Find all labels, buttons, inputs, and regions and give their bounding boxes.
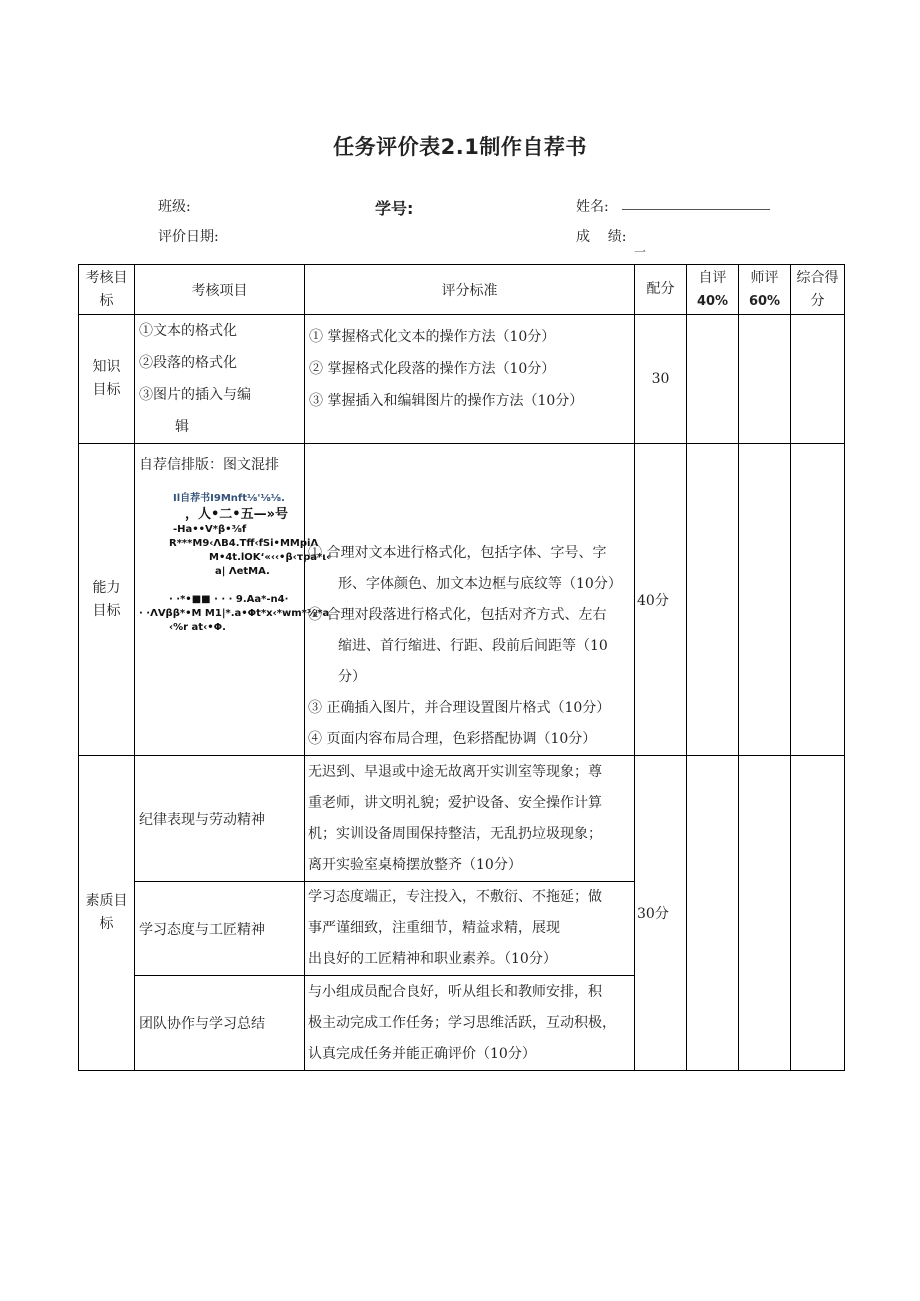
evaluation-table — [78, 264, 845, 1071]
header-self-percent: 40% — [696, 293, 729, 309]
quality-teacher-score[interactable] — [739, 756, 791, 1071]
ability-target — [79, 444, 135, 756]
quality-item — [135, 756, 305, 882]
header-criteria — [305, 265, 635, 315]
quality-item-label: 团队协作与学习总结 — [139, 1016, 265, 1032]
thumbnail-line: ，人•二•五—»号 — [185, 507, 289, 522]
quality-row-discipline — [79, 756, 845, 882]
knowledge-item: ③图片的插入与编 — [139, 387, 251, 403]
quality-criterion: 学习态度端正，专注投入，不敷衍、不拖延；做 — [308, 889, 602, 905]
quality-criterion: 离开实验室桌椅摆放整齐（10分） — [308, 856, 522, 873]
header-self — [687, 265, 739, 315]
ability-points — [635, 444, 687, 756]
ability-self-score[interactable] — [687, 444, 739, 756]
thumbnail-line: R***M9‹ΛB4.Tff‹fSi•MMpiΛ — [169, 538, 319, 549]
ability-points-value: 40分 — [637, 592, 669, 609]
ability-total-score[interactable] — [791, 444, 845, 756]
ability-item-title: 自荐信排版：图文混排 — [139, 457, 279, 473]
name-underline — [622, 209, 770, 210]
thumbnail-line: Il自荐书I9Mnft⅛'⅛⅛. — [173, 493, 285, 504]
quality-points — [635, 756, 687, 1071]
quality-points-value: 30分 — [637, 906, 669, 922]
sample-document-thumbnail — [139, 492, 331, 635]
quality-criteria — [305, 976, 635, 1071]
knowledge-item: ①文本的格式化 — [139, 323, 237, 339]
thumbnail-line: -Ha••V*β•⅜f — [173, 524, 247, 535]
header-total-label: 综合得分 — [796, 269, 839, 309]
thumbnail-line: · ·*•■■ · · · 9.Aa*-n4· — [169, 594, 289, 605]
quality-target — [79, 756, 135, 1071]
thumbnail-line: · ·ΛVββ*•M M1|*.a•Φt*x‹*wm*⅜*a — [139, 608, 330, 619]
quality-criterion: 与小组成员配合良好，听从组长和教师安排，积 — [308, 983, 602, 1000]
knowledge-items — [135, 315, 305, 444]
header-self-label: 自评 — [698, 269, 727, 286]
name-label: 姓名: — [576, 199, 609, 215]
header-points-label: 配分 — [646, 281, 675, 297]
knowledge-criterion: ① 掌握格式化文本的操作方法（10分） — [309, 329, 556, 345]
header-teacher-percent: 60% — [748, 293, 781, 309]
score-label: 成 绩: — [576, 229, 627, 245]
ability-criteria — [305, 444, 635, 756]
ability-criterion: ③ 正确插入图片，并合理设置图片格式（10分） — [308, 700, 611, 716]
header-teacher — [739, 265, 791, 315]
knowledge-criteria — [305, 315, 635, 444]
quality-target-label: 素质目标 — [85, 893, 128, 932]
knowledge-item: ②段落的格式化 — [139, 355, 237, 371]
evaluation-date-label: 评价日期: — [158, 229, 219, 245]
ability-criterion: ① 合理对文本进行格式化，包括字体、字号、字 — [308, 545, 607, 561]
ability-criterion: 缩进、首行缩进、行距、段前后间距等（10 — [338, 638, 608, 654]
knowledge-criterion: ② 掌握格式化段落的操作方法（10分） — [309, 361, 556, 377]
quality-criterion: 机；实训设备周围保持整洁，无乱扔垃圾现象； — [308, 825, 602, 842]
knowledge-target-label: 知识目标 — [92, 359, 121, 398]
header-target — [79, 265, 135, 315]
header-total — [791, 265, 845, 315]
page-title: 任务评价表2.1制作自荐书 — [333, 135, 587, 159]
quality-criteria — [305, 882, 635, 976]
quality-criterion: 出良好的工匠精神和职业素养。（10分） — [308, 951, 557, 967]
knowledge-row — [79, 315, 845, 444]
header-item-label: 考核项目 — [191, 282, 248, 299]
score-dash: 一 — [634, 245, 647, 259]
quality-criterion: 无迟到、早退或中途无故离开实训室等现象；尊 — [308, 763, 602, 780]
ability-target-label: 能力目标 — [92, 579, 121, 619]
quality-item — [135, 882, 305, 976]
ability-criterion: ② 合理对段落进行格式化，包括对齐方式、左右 — [308, 607, 607, 623]
quality-criterion: 认真完成任务并能正确评价（10分） — [308, 1045, 536, 1062]
header-item — [135, 265, 305, 315]
knowledge-points-value: 30 — [651, 371, 670, 387]
knowledge-target — [79, 315, 135, 444]
quality-criterion: 重老师，讲文明礼貌；爱护设备、安全操作计算 — [308, 794, 602, 811]
quality-criterion: 事严谨细致，注重细节，精益求精，展现 — [308, 920, 560, 936]
header-points — [635, 265, 687, 315]
ability-row — [79, 444, 845, 756]
header-criteria-label: 评分标准 — [441, 282, 498, 299]
ability-teacher-score[interactable] — [739, 444, 791, 756]
ability-criterion: 分） — [338, 669, 366, 685]
knowledge-criterion: ③ 掌握插入和编辑图片的操作方法（10分） — [309, 393, 584, 409]
header-teacher-label: 师评 — [750, 269, 779, 286]
thumbnail-line: M•4t.lOKʻ«‹‹•β‹τpa*ι‹ — [209, 552, 331, 563]
quality-criteria — [305, 756, 635, 882]
ability-criterion: 形、字体颜色、加文本边框与底纹等（10分） — [338, 576, 622, 592]
student-id-label: 学号: — [375, 199, 414, 218]
knowledge-points — [635, 315, 687, 444]
ability-item — [135, 444, 331, 756]
quality-item — [135, 976, 305, 1071]
header-target-label: 考核目标 — [85, 269, 128, 309]
thumbnail-line: a| ΛetMA. — [215, 566, 270, 577]
knowledge-teacher-score[interactable] — [739, 315, 791, 444]
knowledge-item: 辑 — [175, 419, 189, 435]
quality-total-score[interactable] — [791, 756, 845, 1071]
quality-criterion: 极主动完成工作任务；学习思维活跃，互动积极， — [308, 1014, 616, 1031]
quality-item-label: 学习态度与工匠精神 — [139, 921, 265, 938]
table-header-row — [79, 265, 845, 315]
ability-criterion: ④ 页面内容布局合理，色彩搭配协调（10分） — [308, 731, 597, 747]
quality-self-score[interactable] — [687, 756, 739, 1071]
quality-item-label: 纪律表现与劳动精神 — [139, 811, 265, 828]
class-label: 班级: — [158, 199, 191, 215]
thumbnail-line: ‹%r at‹•Φ. — [169, 622, 226, 633]
knowledge-self-score[interactable] — [687, 315, 739, 444]
knowledge-total-score[interactable] — [791, 315, 845, 444]
